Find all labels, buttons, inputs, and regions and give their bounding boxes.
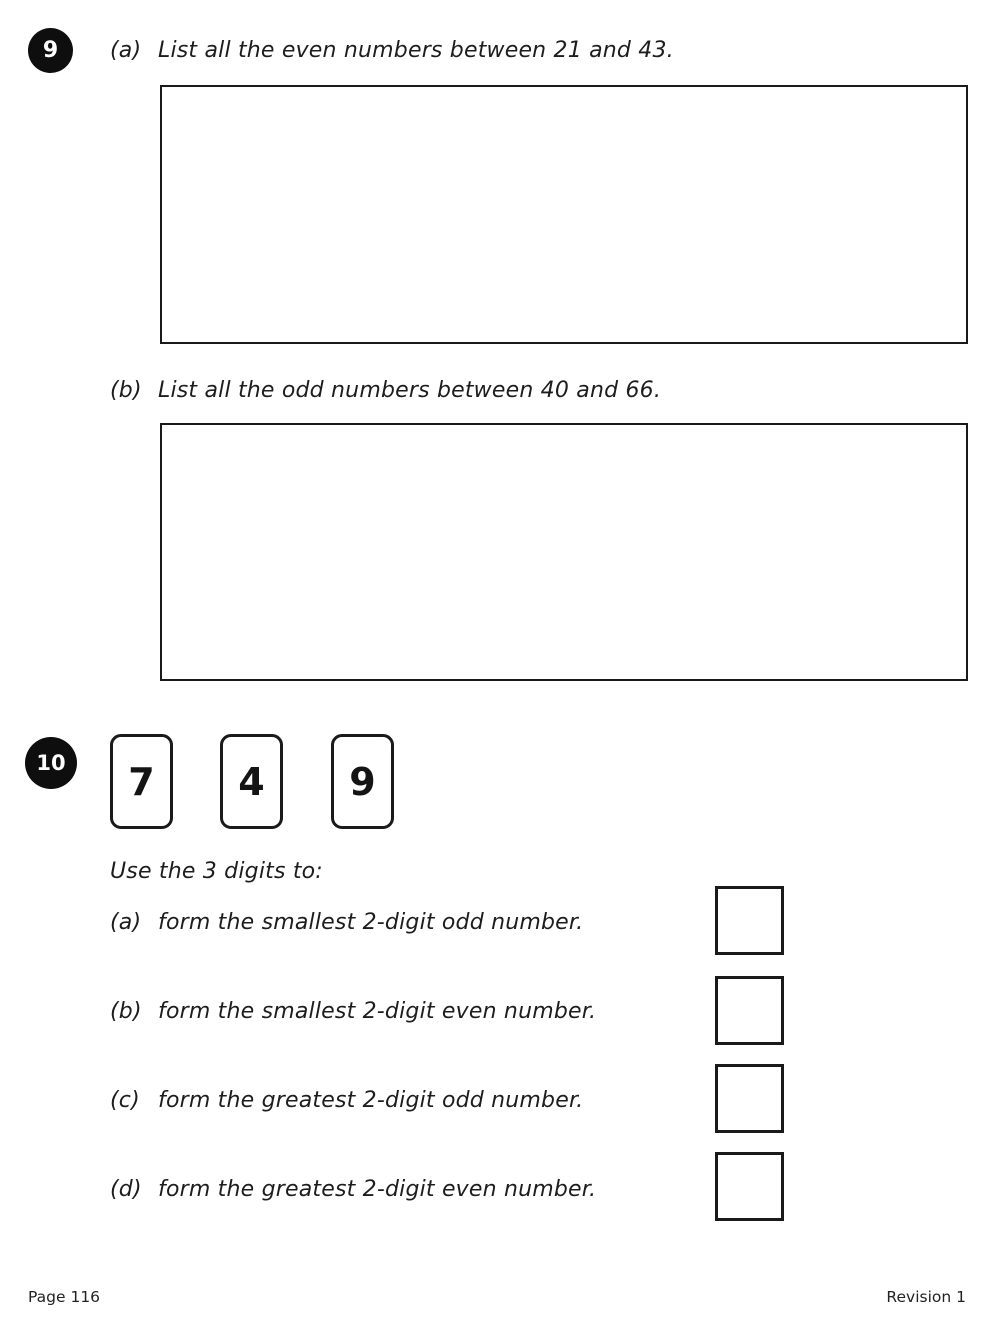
question-10a-text: form the smallest 2-digit odd number. [158, 910, 584, 935]
digit-card-9-value: 9 [349, 759, 376, 804]
question-9a-row [110, 37, 674, 65]
question-9-number: 9 [42, 38, 59, 63]
question-10-badge [25, 737, 77, 789]
digit-card-7-value: 7 [128, 759, 155, 804]
question-10-number: 10 [36, 751, 66, 775]
answer-box-9a[interactable] [160, 85, 968, 344]
question-10-intro-row [110, 858, 323, 886]
answer-box-10c[interactable] [715, 1064, 784, 1133]
question-10d-label: (d) [110, 1177, 142, 1202]
question-10-intro: Use the 3 digits to: [110, 859, 323, 884]
question-10b-label: (b) [110, 999, 142, 1024]
question-9b-label: (b) [110, 378, 142, 403]
footer-revision: Revision 1 [886, 1288, 966, 1306]
digit-card-4-value: 4 [238, 759, 265, 804]
answer-box-10b[interactable] [715, 976, 784, 1045]
question-10b-text: form the smallest 2-digit even number. [158, 999, 597, 1024]
question-10a-row [110, 909, 583, 937]
question-10d-text: form the greatest 2-digit even number. [158, 1177, 597, 1202]
digit-card-9 [331, 734, 394, 829]
question-9a-text: List all the even numbers between 21 and 43. [158, 38, 674, 63]
question-9b-text: List all the odd numbers between 40 and 66. [158, 378, 662, 403]
digit-card-4 [220, 734, 283, 829]
answer-box-10d[interactable] [715, 1152, 784, 1221]
question-10c-text: form the greatest 2-digit odd number. [158, 1088, 584, 1113]
footer-page-number: Page 116 [28, 1288, 101, 1306]
question-9-badge [28, 28, 73, 73]
question-10c-row [110, 1087, 583, 1115]
question-10d-row [110, 1176, 596, 1204]
answer-box-9b[interactable] [160, 423, 968, 681]
question-10c-label: (c) [110, 1088, 140, 1113]
question-9b-row [110, 377, 661, 405]
question-10a-label: (a) [110, 910, 142, 935]
question-10b-row [110, 998, 596, 1026]
answer-box-10a[interactable] [715, 886, 784, 955]
digit-card-7 [110, 734, 173, 829]
question-9a-label: (a) [110, 38, 142, 63]
